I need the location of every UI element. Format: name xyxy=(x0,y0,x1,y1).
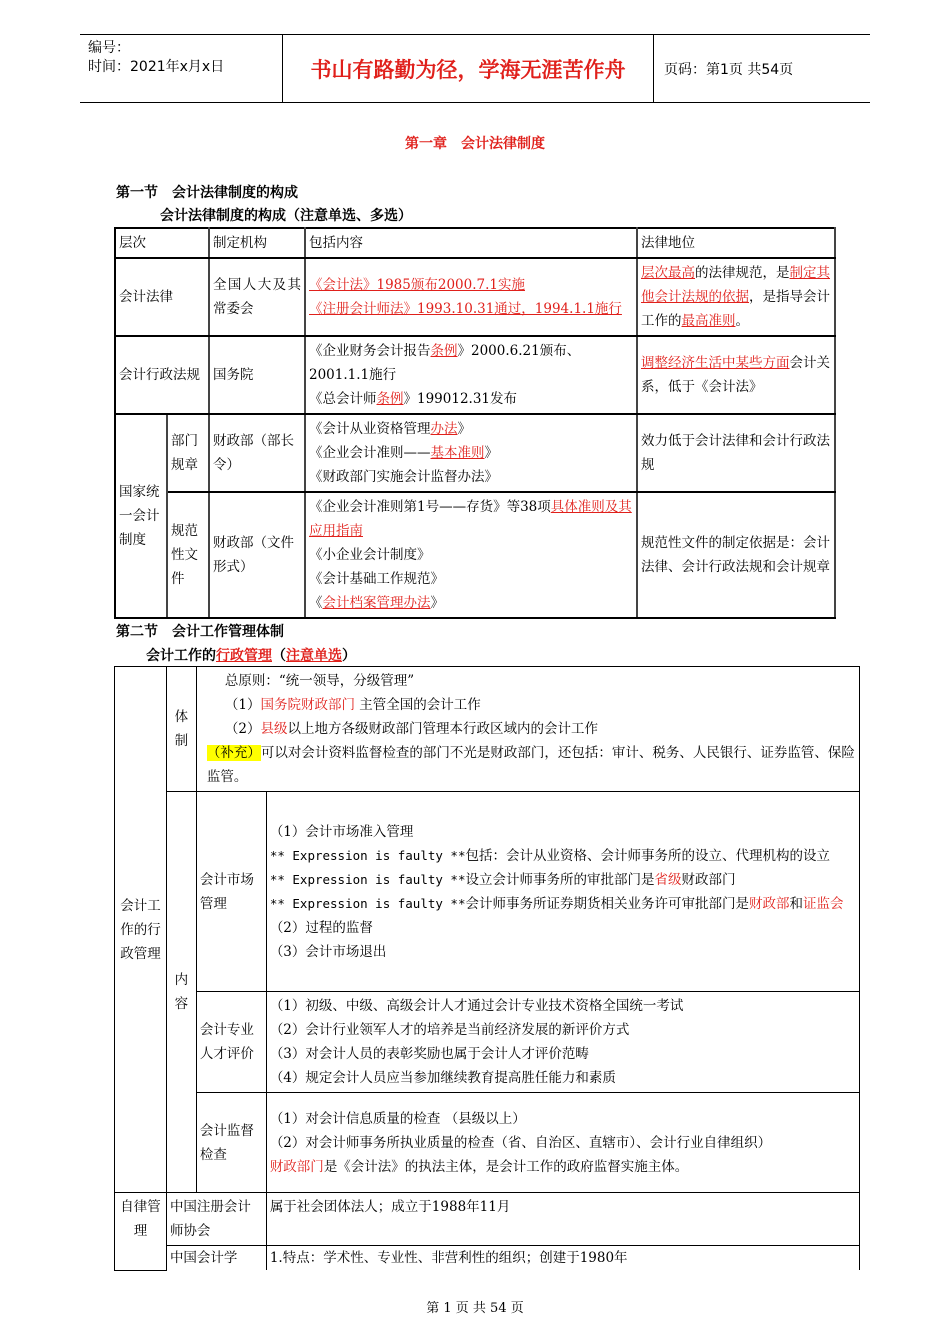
supervise-content-cell xyxy=(266,1093,859,1193)
col-header-level: 层次 xyxy=(115,228,209,258)
talent-line: （1）初级、中级、高级会计人才通过会计专业技术资格全国统一考试 xyxy=(269,998,684,1014)
content-line: 《企业会计准则第1号——存货》等38项具体准则及其应用指南 xyxy=(309,499,632,539)
status-cell: 效力低于会计法律和会计行政法规 xyxy=(637,414,835,492)
market-line: （1）会计市场准入管理 xyxy=(269,823,414,840)
content-line: 《小企业会计制度》 xyxy=(309,547,431,563)
principle-line: 总原则：“统一领导，分级管理” xyxy=(224,673,415,689)
org-cell: 全国人大及其常委会 xyxy=(209,258,305,336)
table-row xyxy=(115,1093,860,1193)
self-reg-label-cell: 自律管理 xyxy=(115,1193,167,1271)
content-line: 《会计法》1985颁布2000.7.1实施 xyxy=(309,277,525,293)
org-cell: 财政部（部长令） xyxy=(209,414,305,492)
talent-line: （2）会计行业领军人才的培养是当前经济发展的新评价方式 xyxy=(269,1022,630,1038)
table-header-row xyxy=(115,228,835,258)
section2-title: 第二节 会计工作管理体制 xyxy=(116,624,284,640)
table-row xyxy=(115,492,835,618)
content-line: 《企业会计准则——基本准则》 xyxy=(309,445,498,461)
content-line: 《会计档案管理办法》 xyxy=(309,595,444,611)
supervise-label-cell: 会计监督检查 xyxy=(196,1093,266,1193)
system-content-cell xyxy=(196,667,859,792)
content-cell xyxy=(305,336,637,414)
market-line: （3）会计市场退出 xyxy=(269,943,387,960)
content-line: 《总会计师条例》199012.31发布 xyxy=(309,391,518,407)
market-line: （2）过程的监督 xyxy=(269,919,373,936)
talent-line: （3）对会计人员的表彰奖励也属于会计人才评价范畴 xyxy=(269,1046,589,1062)
level-cell: 会计行政法规 xyxy=(115,336,209,414)
subtype-cell: 部门规章 xyxy=(167,414,209,492)
supervise-line: （2）对会计师事务所执业质量的检查（省、自治区、直辖市）、会计行业自律组织） xyxy=(269,1134,772,1151)
org-cell: 国务院 xyxy=(209,336,305,414)
market-content-cell xyxy=(266,792,859,992)
legal-system-table xyxy=(114,227,836,619)
section1-subtitle: 会计法律制度的构成（注意单选、多选） xyxy=(160,208,412,224)
content-line: 《注册会计师法》1993.10.31通过，1994.1.1施行 xyxy=(309,301,622,317)
supervise-line: 财政部门是《会计法》的执法主体，是会计工作的政府监督实施主体。 xyxy=(269,1158,689,1175)
table-row xyxy=(115,667,860,792)
table-row xyxy=(115,336,835,414)
time-label: 时间：2021年x月x日 xyxy=(88,59,225,75)
talent-line: （4）规定会计人员应当参加继续教育提高胜任能力和素质 xyxy=(269,1070,616,1086)
col-header-content: 包括内容 xyxy=(305,228,637,258)
cicpa-name-cell: 中国注册会计师协会 xyxy=(166,1193,266,1246)
table-row xyxy=(115,792,860,992)
content-cell xyxy=(305,258,637,336)
supplement-tag: （补充） xyxy=(206,745,261,761)
system-line: （1）国务院财政部门 主管全国的会计工作 xyxy=(224,697,481,713)
talent-label-cell: 会计专业人才评价 xyxy=(196,992,266,1093)
level-cell: 会计法律 xyxy=(115,258,209,336)
admin-label-cell: 会计工作的行政管理 xyxy=(115,667,167,1193)
table-row xyxy=(115,414,835,492)
header-meta xyxy=(88,39,284,77)
table-row xyxy=(115,1246,860,1271)
cicpa-desc-cell: 属于社会团体法人；成立于1988年11月 xyxy=(266,1193,859,1246)
table-row xyxy=(115,1193,860,1246)
page-footer: 第 1 页 共 54 页 xyxy=(426,1301,524,1316)
management-table xyxy=(114,666,860,1271)
system-line: （2）县级以上地方各级财政部门管理本行政区域内的会计工作 xyxy=(224,721,598,737)
number-label: 编号： xyxy=(88,40,130,56)
content-line: 《会计基础工作规范》 xyxy=(309,571,444,587)
section1-title: 第一节 会计法律制度的构成 xyxy=(116,185,298,201)
market-line: ** Expression is faulty **包括：会计从业资格、会计师事务所的设立、代理机构的设立 xyxy=(269,847,830,864)
asc-desc-cell: 1.特点：学术性、专业性、非营利性的组织；创建于1980年 xyxy=(266,1246,859,1271)
content-line: 《会计从业资格管理办法》 xyxy=(309,421,471,437)
page-header xyxy=(80,34,870,103)
chapter-title: 第一章 会计法律制度 xyxy=(405,136,545,152)
market-label-cell: 会计市场管理 xyxy=(196,792,266,992)
supplement-line: （补充）可以对会计资料监督检查的部门不光是财政部门，还包括：审计、税务、人民银行、证券监管、保险监管。 xyxy=(206,745,855,785)
level-cell: 国家统一会计制度 xyxy=(115,414,167,618)
col-header-org: 制定机构 xyxy=(209,228,305,258)
talent-content-cell xyxy=(266,992,859,1093)
market-line: ** Expression is faulty **设立会计师事务所的审批部门是省级财政部门 xyxy=(269,871,736,888)
header-motto: 书山有路勤为径，学海无涯苦作舟 xyxy=(282,35,654,102)
table-row xyxy=(115,258,835,336)
status-cell: 规范性文件的制定依据是：会计法律、会计行政法规和会计规章 xyxy=(637,492,835,618)
status-cell: 层次最高的法律规范，是制定其他会计法规的依据，是指导会计工作的最高准则。 xyxy=(637,258,835,336)
org-cell: 财政部（文件形式） xyxy=(209,492,305,618)
page-label: 页码：第1页 共54页 xyxy=(664,62,794,78)
system-label-cell: 体制 xyxy=(166,667,196,792)
content-cell xyxy=(305,492,637,618)
content-line: 《财政部门实施会计监督办法》 xyxy=(309,469,498,485)
status-cell: 调整经济生活中某些方面会计关系，低于《会计法》 xyxy=(637,336,835,414)
content-line: 《企业财务会计报告条例》2000.6.21颁布、2001.1.1施行 xyxy=(309,343,581,383)
content-cell xyxy=(305,414,637,492)
subtype-cell: 规范性文件 xyxy=(167,492,209,618)
content-label-cell: 内容 xyxy=(166,792,196,1193)
market-line: ** Expression is faulty **会计师事务所证券期货相关业务许可审批部门是财政部和证监会 xyxy=(269,895,844,912)
asc-name-cell: 中国会计学 xyxy=(166,1246,266,1271)
table-row xyxy=(115,992,860,1093)
section2-subtitle: 会计工作的行政管理（注意单选） xyxy=(146,648,356,664)
col-header-status: 法律地位 xyxy=(637,228,835,258)
supervise-line: （1）对会计信息质量的检查 （县级以上） xyxy=(269,1110,526,1127)
